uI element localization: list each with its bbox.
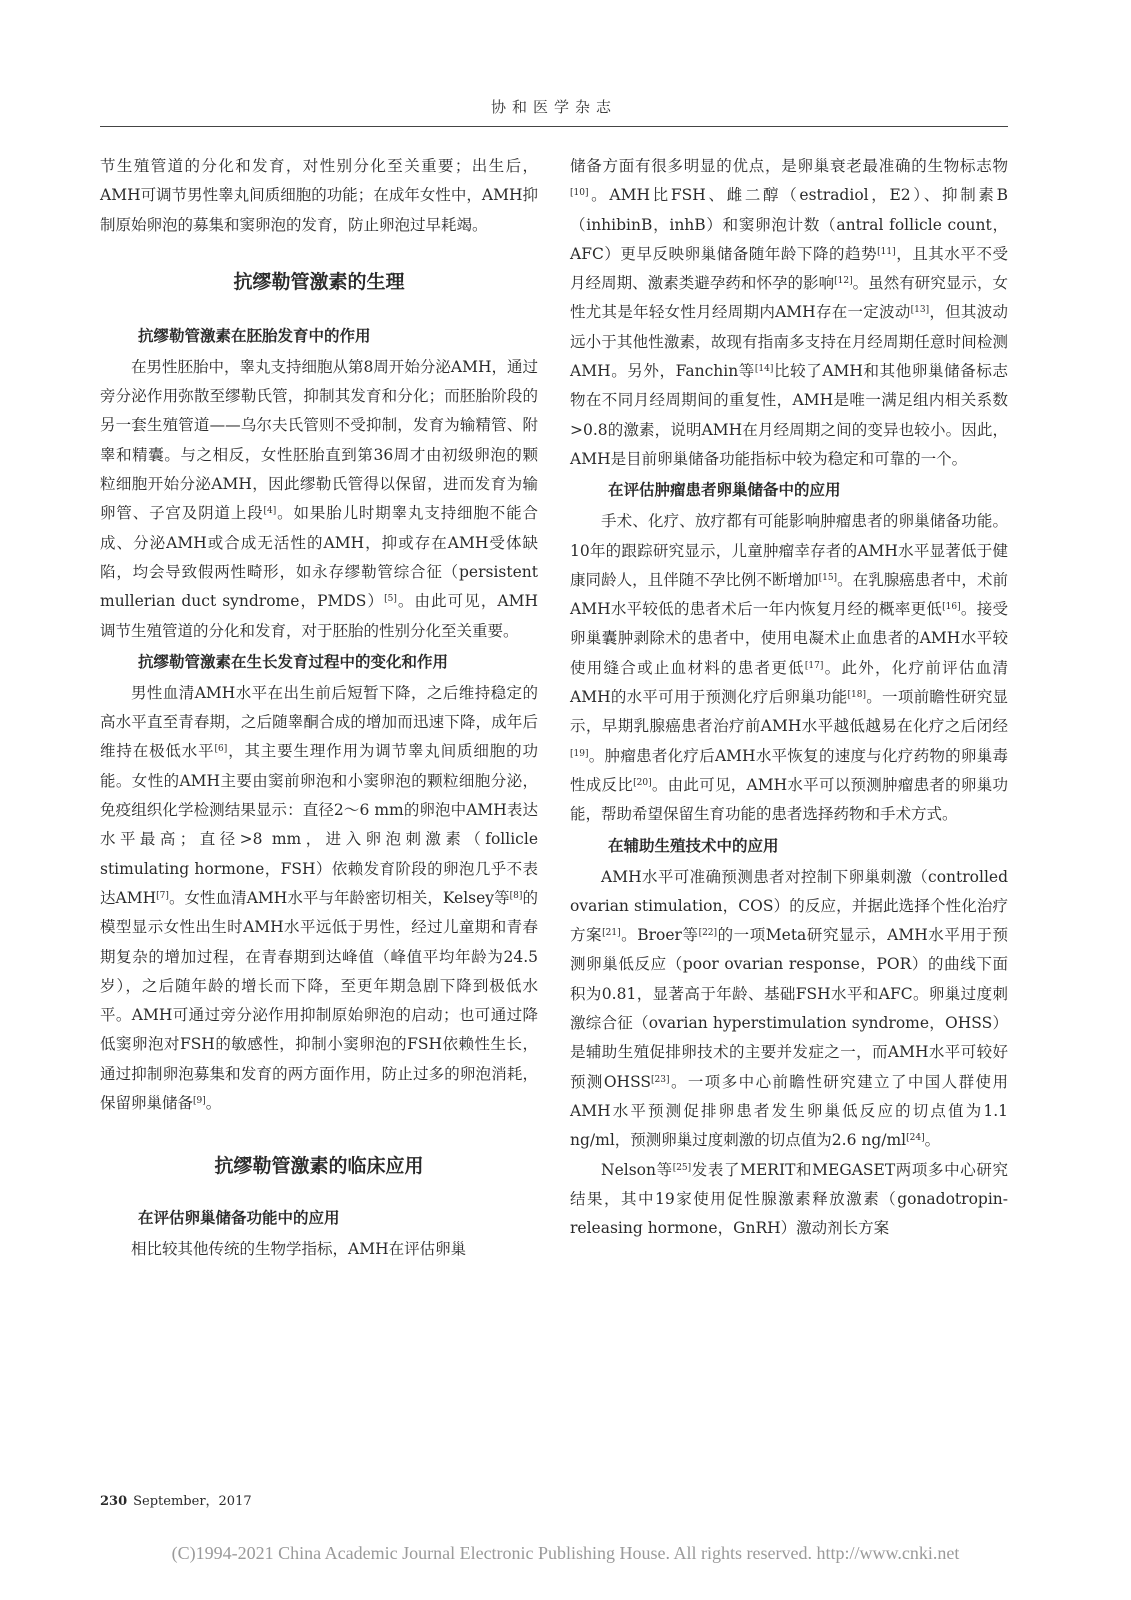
right-column [570, 152, 1008, 1243]
citation: [6] [214, 744, 228, 755]
citation: [12] [834, 276, 853, 287]
left-column [100, 152, 538, 1265]
running-header [100, 96, 1008, 127]
copyright-watermark: (C)1994-2021 China Academic Journal Electronic Publishing House. All rights reserved. http://www.cnki.net [171, 1543, 960, 1563]
subsection-heading: 抗缪勒管激素在生长发育过程中的变化和作用 [138, 652, 449, 671]
page-footer [100, 1490, 252, 1509]
citation: [24] [906, 1133, 925, 1144]
paragraph: Nelson等[25]发表了MERIT和MEGASET两项多中心研究结果，其中19家使用促性腺激素释放激素（gonadotropin-releasing hormone，GnRH）激动剂长方案 [570, 1160, 1008, 1238]
citation: [19] [570, 748, 589, 759]
citation: [25] [672, 1162, 692, 1173]
citation: [17] [804, 660, 824, 671]
paragraph: 相比较其他传统的生物学指标，AMH在评估卵巢 [131, 1240, 467, 1259]
section-heading: 抗缪勒管激素的临床应用 [214, 1155, 424, 1178]
subsection-heading: 在辅助生殖技术中的应用 [608, 836, 779, 855]
citation: [13] [910, 305, 930, 316]
page-number: 230 [100, 1494, 128, 1509]
citation: [18] [847, 690, 866, 701]
citation: [7] [156, 890, 169, 901]
citation: [5] [384, 594, 397, 605]
paragraph: 男性血清AMH水平在出生前后短暂下降，之后维持稳定的高水平直至青春期，之后随睾酮合成的增加而迅速下降，成年后维持在极低水平[6]，其主要生理作用为调节睾丸间质细胞的功能。女性的AMH主要由窦前卵泡和小窦卵泡的颗粒细胞分泌，免疫组织化学检测结果显示：直径2～6 mm的卵泡中AMH表达水平最高；直径>8 mm，进入卵泡刺激素（follicle stimulating hormone，FSH）依赖发育阶段的卵泡几乎不表达AMH[7]。女性血清AMH水平与年龄密切相关，Kelsey等[8]的模型显示女性出生时AMH水平远低于男性，经过儿童期和青春期复杂的增加过程，在青春期到达峰值（峰值平均年龄为24.5岁），之后随年龄的增长而下降，至更年期急剧下降到极低水平。AMH可通过旁分泌作用抑制原始卵泡的启动；也可通过降低窦卵泡对FSH的敏感性，抑制小窦卵泡的FSH依赖性生长，通过抑制卵泡募集和发育的两方面作用，防止过多的卵泡消耗，保留卵巢储备[9]。 [100, 683, 538, 1113]
journal-title: 协和医学杂志 [490, 98, 617, 116]
paragraph: AMH水平可准确预测患者对控制下卵巢刺激（controlled ovarian stimulation，COS）的反应，并据此选择个性化治疗方案[21]。Broer等[22]的一项Meta研究显示，AMH水平用于预测卵巢低反应（poor ovarian response，POR）的曲线下面积为0.81，显著高于年龄、基础FSH水平和AFC。卵巢过度刺激综合征（ovarian hyperstimulation syndrome，OHSS）是辅助生殖促排卵技术的主要并发症之一，而AMH水平可较好预测OHSS[23]。一项多中心前瞻性研究建立了中国人群使用AMH水平预测促排卵患者发生卵巢低反应的切点值为1.1 ng/ml，预测卵巢过度刺激的切点值为2.6 ng/ml[24]。 [570, 867, 1008, 1150]
citation: [11] [877, 246, 896, 257]
citation: [10] [570, 188, 589, 199]
subsection-heading: 在评估卵巢储备功能中的应用 [138, 1209, 340, 1228]
citation: [21] [602, 928, 621, 939]
citation: [8] [509, 890, 523, 901]
citation: [23] [651, 1074, 670, 1085]
paragraph: 在男性胚胎中，睾丸支持细胞从第8周开始分泌AMH，通过旁分泌作用弥散至缪勒氏管，抑制其发育和分化；而胚胎阶段的另一套生殖管道——乌尔夫氏管则不受抑制，发育为输精管、附睾和精囊。与之相反，女性胚胎直到第36周才由初级卵泡的颗粒细胞开始分泌AMH，因此缪勒氏管得以保留，进而发育为输卵管、子宫及阴道上段[4]。如果胎儿时期睾丸支持细胞不能合成、分泌AMH或合成无活性的AMH，抑或存在AMH受体缺陷，均会导致假两性畸形，如永存缪勒管综合征（persistent mullerian duct syndrome，PMDS）[5]。由此可见，AMH调节生殖管道的分化和发育，对于胚胎的性别分化至关重要。 [100, 357, 538, 640]
paragraph: 节生殖管道的分化和发育，对性别分化至关重要；出生后，AMH可调节男性睾丸间质细胞的功能；在成年女性中，AMH抑制原始卵泡的募集和窦卵泡的发育，防止卵泡过早耗竭。 [100, 157, 538, 234]
citation: [4] [263, 506, 277, 517]
citation: [22] [698, 928, 718, 939]
section-heading: 抗缪勒管激素的生理 [233, 270, 405, 293]
citation: [14] [754, 364, 774, 375]
citation: [16] [942, 602, 961, 613]
paragraph: 手术、化疗、放疗都有可能影响肿瘤患者的卵巢储备功能。10年的跟踪研究显示，儿童肿瘤幸存者的AMH水平显著低于健康同龄人，且伴随不孕比例不断增加[15]。在乳腺癌患者中，术前AMH水平较低的患者术后一年内恢复月经的概率更低[16]。接受卵巢囊肿剥除术的患者中，使用电凝术止血患者的AMH水平较使用缝合或止血材料的患者更低[17]。此外，化疗前评估血清AMH的水平可用于预测化疗后卵巢功能[18]。一项前瞻性研究显示，早期乳腺癌患者治疗前AMH水平越低越易在化疗之后闭经[19]。肿瘤患者化疗后AMH水平恢复的速度与化疗药物的卵巢毒性成反比[20]。由此可见，AMH水平可以预测肿瘤患者的卵巢功能，帮助希望保留生育功能的患者选择药物和手术方式。 [570, 512, 1008, 824]
citation: [15] [818, 572, 838, 583]
subsection-heading: 在评估肿瘤患者卵巢储备中的应用 [608, 481, 841, 500]
issue-date: September，2017 [133, 1494, 252, 1509]
subsection-heading: 抗缪勒管激素在胚胎发育中的作用 [138, 326, 371, 345]
citation: [9] [193, 1096, 206, 1107]
citation: [20] [633, 777, 652, 788]
paragraph: 储备方面有很多明显的优点，是卵巢衰老最准确的生物标志物[10]。AMH比FSH、雌二醇（estradiol，E2）、抑制素B（inhibinB，inhB）和窦卵泡计数（antral follicle count，AFC）更早反映卵巢储备随年龄下降的趋势[11]，且其水平不受月经周期、激素类避孕药和怀孕的影响[12]。虽然有研究显示，女性尤其是年轻女性月经周期内AMH存在一定波动[13]，但其波动远小于其他性激素，故现有指南多支持在月经周期任意时间检测AMH。另外，Fanchin等[14]比较了AMH和其他卵巢储备标志物在不同月经周期间的重复性，AMH是唯一满足组内相关系数>0.8的激素，说明AMH在月经周期之间的变异也较小。因此，AMH是目前卵巢储备功能指标中较为稳定和可靠的一个。 [570, 157, 1008, 468]
